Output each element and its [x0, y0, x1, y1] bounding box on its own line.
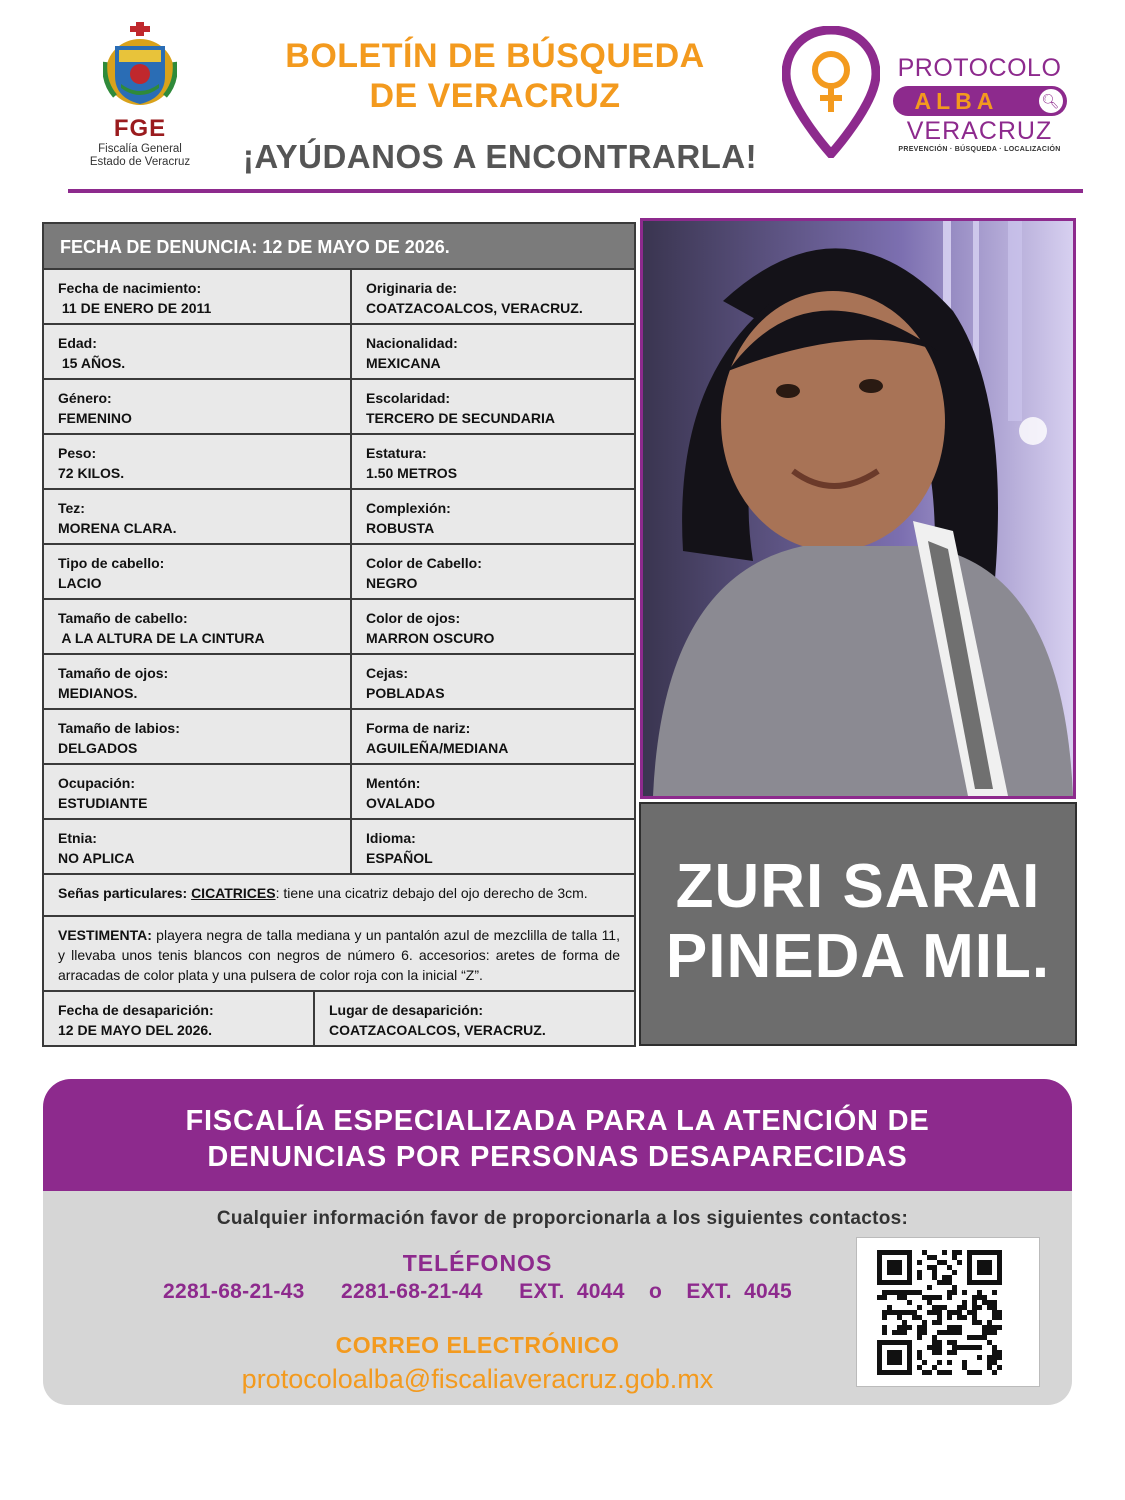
- report-row: [44, 655, 634, 710]
- field-value: COATZACOALCOS, VERACRUZ.: [366, 300, 583, 316]
- fge-logo: [80, 22, 200, 172]
- field-value: A LA ALTURA DE LA CINTURA: [58, 630, 265, 646]
- veracruz-coat-of-arms-icon: [103, 22, 177, 108]
- agency-abbr: FGE: [113, 115, 167, 142]
- report-cell-left: [44, 325, 352, 378]
- report-date-heading: FECHA DE DENUNCIA: 12 DE MAYO DE 2026.: [44, 224, 634, 270]
- field-label: Género:: [58, 390, 112, 406]
- field-label: Tamaño de labios:: [58, 720, 180, 736]
- field-value: AGUILEÑA/MEDIANA: [366, 740, 509, 756]
- distinguishing-marks: [44, 875, 634, 917]
- phone-numbers[interactable]: 2281-68-21-43 2281-68-21-44 EXT. 4044 o EXT. 4045: [162, 1280, 792, 1303]
- field-label: Color de Cabello:: [366, 555, 482, 571]
- field-value: 72 KILOS.: [58, 465, 125, 481]
- field-value: FEMENINO: [58, 410, 132, 426]
- field-label: Edad:: [58, 335, 97, 351]
- report-row: [44, 600, 634, 655]
- field-label: Peso:: [58, 445, 97, 461]
- report-cell-right: [352, 490, 634, 543]
- field-value: MEXICANA: [366, 355, 441, 371]
- call-to-action: ¡AYÚDANOS A ENCONTRARLA!: [242, 138, 758, 175]
- location-pin-female-icon: [782, 26, 880, 158]
- report-cell-right: [352, 325, 634, 378]
- disappearance-place-cell: [315, 992, 634, 1045]
- field-label: Complexión:: [366, 500, 451, 516]
- bulletin-title: [215, 36, 775, 116]
- field-label: Estatura:: [366, 445, 427, 461]
- portrait-illustration: [643, 221, 1073, 796]
- field-label: Forma de nariz:: [366, 720, 471, 736]
- office-line1: FISCALÍA ESPECIALIZADA PARA LA ATENCIÓN DE: [185, 1105, 930, 1137]
- report-cell-right: [352, 600, 634, 653]
- field-label: Tamaño de cabello:: [58, 610, 188, 626]
- email-link[interactable]: protocoloalba@fiscaliaveracruz.gob.mx: [241, 1364, 714, 1394]
- report-row: [44, 270, 634, 325]
- field-value: ESPAÑOL: [366, 850, 433, 866]
- header-divider: [68, 189, 1083, 193]
- field-value: ROBUSTA: [366, 520, 435, 536]
- search-icon: 🔍︎: [1039, 89, 1063, 113]
- field-value: ESTUDIANTE: [58, 795, 148, 811]
- field-label: Nacionalidad:: [366, 335, 458, 351]
- report-cell-left: [44, 765, 352, 818]
- disappearance-date-label: Fecha de desaparición:: [58, 1002, 214, 1018]
- senas-keyword: CICATRICES: [191, 885, 276, 901]
- disappearance-date-cell: [44, 992, 315, 1045]
- report-cell-left: [44, 545, 352, 598]
- field-value: 15 AÑOS.: [58, 355, 126, 371]
- vestimenta-text: playera negra de talla mediana y un pantalón azul de mezclilla de talla 11, y llevaba unos tenis blancos con negros de número 6. accesorios: aretes de forma de arracadas de color plata y una pulsera de color roja con la inicial “Z”.: [58, 927, 620, 983]
- report-cell-right: [352, 270, 634, 323]
- agency-name-line1: Fiscalía General: [98, 143, 182, 155]
- field-label: Color de ojos:: [366, 610, 461, 626]
- office-banner: [43, 1079, 1072, 1191]
- field-value: MEDIANOS.: [58, 685, 138, 701]
- report-cell-right: [352, 435, 634, 488]
- report-cell-left: [44, 820, 352, 873]
- report-row: [44, 765, 634, 820]
- report-cell-left: [44, 490, 352, 543]
- report-cell-right: [352, 655, 634, 708]
- field-value: POBLADAS: [366, 685, 445, 701]
- missing-person-photo: [640, 218, 1076, 799]
- field-value: TERCERO DE SECUNDARIA: [366, 410, 556, 426]
- report-cell-left: [44, 435, 352, 488]
- agency-name-line2: Estado de Veracruz: [89, 156, 191, 168]
- protocolo-alba-logo: [782, 26, 1072, 166]
- field-label: Tamaño de ojos:: [58, 665, 169, 681]
- field-label: Escolaridad:: [366, 390, 451, 406]
- field-label: Ocupación:: [58, 775, 136, 791]
- alba-protocolo: PROTOCOLO: [897, 54, 1062, 82]
- report-cell-right: [352, 380, 634, 433]
- email-title: CORREO ELECTRÓNICO: [335, 1332, 620, 1358]
- report-cell-right: [352, 545, 634, 598]
- field-value: NO APLICA: [58, 850, 135, 866]
- report-row: [44, 435, 634, 490]
- name-line1: ZURI SARAI: [675, 852, 1041, 921]
- alba-veracruz: VERACRUZ: [906, 117, 1053, 145]
- alba-wordmark: [887, 54, 1072, 153]
- report-cell-left: [44, 600, 352, 653]
- field-label: Tez:: [58, 500, 85, 516]
- field-label: Mentón:: [366, 775, 421, 791]
- field-value: MORENA CLARA.: [58, 520, 177, 536]
- report-cell-right: [352, 710, 634, 763]
- field-value: LACIO: [58, 575, 102, 591]
- field-label: Idioma:: [366, 830, 416, 846]
- report-row: [44, 325, 634, 380]
- field-value: MARRON OSCURO: [366, 630, 495, 646]
- vestimenta-label: VESTIMENTA:: [58, 927, 152, 943]
- title-line2: DE VERACRUZ: [369, 77, 621, 115]
- field-value: OVALADO: [366, 795, 435, 811]
- contact-intro: Cualquier información favor de proporcionarla a los siguientes contactos:: [216, 1208, 909, 1229]
- alba-word: ALBA: [914, 88, 999, 114]
- report-row: [44, 490, 634, 545]
- report-cell-left: [44, 710, 352, 763]
- field-label: Cejas:: [366, 665, 409, 681]
- field-value: 11 DE ENERO DE 2011: [58, 300, 212, 316]
- name-line2: PINEDA MIL.: [665, 922, 1051, 991]
- field-value: 1.50 METROS: [366, 465, 458, 481]
- senas-text: : tiene una cicatriz debajo del ojo derecho de 3cm.: [275, 885, 588, 901]
- report-cell-right: [352, 820, 634, 873]
- disappearance-date-value: 12 DE MAYO DEL 2026.: [58, 1022, 213, 1038]
- report-rows: [44, 270, 634, 875]
- clothing-description: [44, 917, 634, 992]
- qr-code-icon[interactable]: [856, 1237, 1040, 1387]
- report-cell-left: [44, 655, 352, 708]
- qr-code-graphic: [857, 1238, 1039, 1386]
- report-table: [42, 222, 636, 1047]
- senas-label: Señas particulares:: [58, 885, 188, 901]
- title-line1: BOLETÍN DE BÚSQUEDA: [285, 37, 705, 75]
- disappearance-row: [44, 992, 634, 1047]
- field-value: NEGRO: [366, 575, 418, 591]
- alba-pill: [893, 86, 1067, 116]
- report-row: [44, 545, 634, 600]
- disappearance-place-value: COATZACOALCOS, VERACRUZ.: [329, 1022, 546, 1038]
- office-line2: DENUNCIAS POR PERSONAS DESAPARECIDAS: [207, 1141, 908, 1173]
- field-label: Etnia:: [58, 830, 97, 846]
- alba-tagline: PREVENCIÓN · BÚSQUEDA · LOCALIZACIÓN: [898, 146, 1061, 153]
- field-label: Tipo de cabello:: [58, 555, 165, 571]
- phones-title: TELÉFONOS: [402, 1250, 553, 1276]
- field-label: Originaria de:: [366, 280, 458, 296]
- report-cell-right: [352, 765, 634, 818]
- disappearance-place-label: Lugar de desaparición:: [329, 1002, 484, 1018]
- missing-person-name: [639, 802, 1077, 1046]
- field-value: DELGADOS: [58, 740, 138, 756]
- report-row: [44, 710, 634, 765]
- report-row: [44, 380, 634, 435]
- report-cell-left: [44, 380, 352, 433]
- report-row: [44, 820, 634, 875]
- report-cell-left: [44, 270, 352, 323]
- field-label: Fecha de nacimiento:: [58, 280, 202, 296]
